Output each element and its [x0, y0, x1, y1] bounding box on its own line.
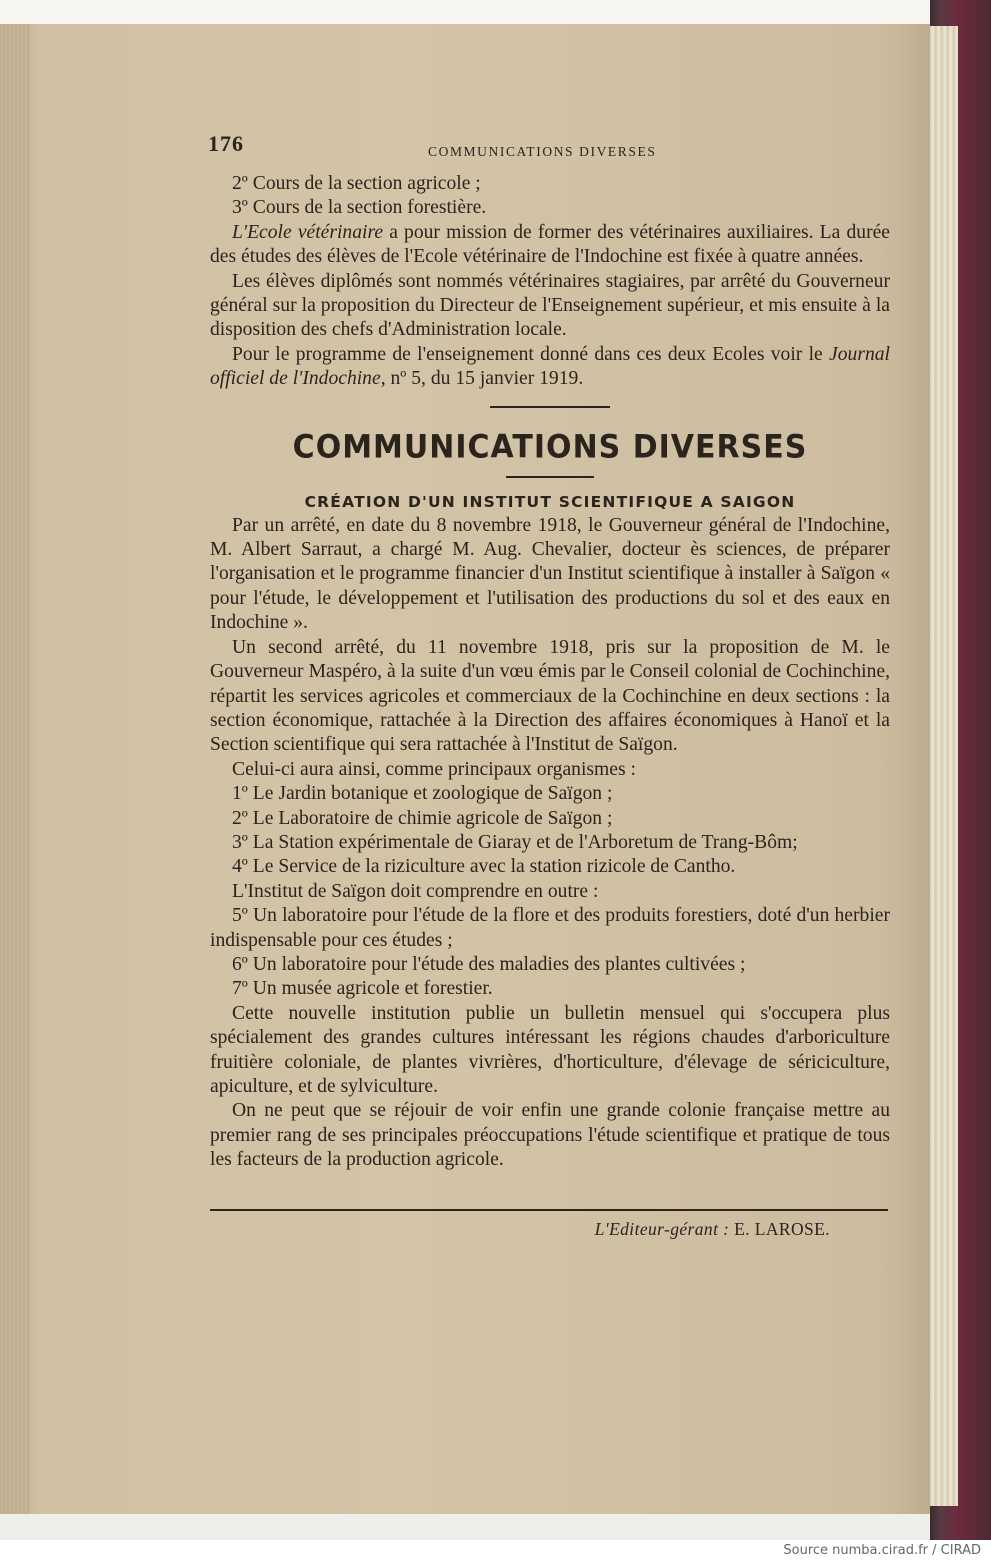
- editor-name: E. LAROSE.: [734, 1218, 830, 1239]
- decree-paragraph: Par un arrêté, en date du 8 novembre 1918, le Gouverneur général de l'Indochine, M. Albert Sarraut, a chargé M. Aug. Chevalier, docteur ès sciences, de préparer l'organisation et le programme financier d'un Institut scientifique à installer à Saïgon « pour l'étude, le développement et l'utilisation des productions du sol et des eaux en Indochine ».: [210, 514, 890, 634]
- program-text-start: Pour le programme de l'enseignement donné dans ces deux Ecoles voir le: [232, 343, 830, 365]
- scan-margin-bottom: [0, 1514, 930, 1540]
- graduates-paragraph: Les élèves diplômés sont nommés vétérinaires stagiaires, par arrêté du Gouverneur général sur la proposition du Directeur de l'Enseignement supérieur, et mis ensuite à la disposition des chefs d'Administration locale.: [210, 270, 890, 341]
- subsection-title: CRÉATION D'UN INSTITUT SCIENTIFIQUE A SAIGON: [304, 492, 796, 511]
- list-item: 1º Le Jardin botanique et zoologique de Saïgon ;: [232, 783, 613, 805]
- running-title: COMMUNICATIONS DIVERSES: [428, 144, 657, 159]
- book-cover-edge: [930, 0, 991, 1540]
- source-credit: Source numba.cirad.fr / CIRAD: [783, 1543, 981, 1558]
- bulletin-paragraph: Cette nouvelle institution publie un bulletin mensuel qui s'occupera plus spécialement des grandes cultures intéressant les régions chaudes d'arboriculture fruitière coloniale, de plantes vivrières, d'horticulture, d'élevage de sériciculture, apiculture, et de sylviculture.: [210, 1002, 890, 1097]
- list-item: 3º La Station expérimentale de Giaray et de l'Arboretum de Trang-Bôm;: [232, 831, 798, 853]
- title-underline: [506, 476, 594, 478]
- veterinary-school-paragraph: [210, 221, 890, 270]
- scan-margin-top: [0, 0, 991, 26]
- list-item: 6º Un laboratoire pour l'étude des maladies des plantes cultivées ;: [232, 953, 746, 975]
- veterinary-school-lead: L'Ecole vétérinaire: [232, 221, 384, 243]
- editor-line: [210, 1217, 890, 1241]
- program-paragraph: [210, 343, 890, 392]
- course-item-2: 2º Cours de la section agricole ;: [232, 173, 481, 194]
- veterinary-school-text: a pour mission de former des vétérinaires auxiliaires. La durée des études des élèves de l'Ecole vétérinaire de l'Indochine est fixée à quatre années.: [210, 221, 890, 268]
- page-stack-edge: [0, 24, 30, 1514]
- page-text: [210, 128, 890, 1241]
- second-decree-paragraph: Un second arrêté, du 11 novembre 1918, pris sur la proposition de M. le Gouverneur Maspéro, à la suite d'un vœu émis par le Conseil colonial de Cochinchine, répartit les services agricoles et commerciaux de la Cochinchine en deux sections : la section économique, rattachée à la Direction des affaires économiques à Hanoï et la Section scientifique qui sera rattachée à l'Institut de Saïgon.: [210, 636, 890, 756]
- list-item: 5º Un laboratoire pour l'étude de la flore et des produits forestiers, doté d'un herbier indispensable pour ces études ;: [210, 905, 890, 951]
- section-separator: [490, 406, 610, 408]
- institute-includes-intro: L'Institut de Saïgon doit comprendre en outre :: [232, 880, 599, 902]
- list-item: 7º Un musée agricole et forestier.: [232, 978, 493, 1000]
- section-title: COMMUNICATIONS DIVERSES: [292, 428, 808, 467]
- editor-label: L'Editeur-gérant :: [594, 1218, 730, 1239]
- page-edges-strip: [930, 26, 958, 1506]
- running-head: [210, 128, 890, 172]
- program-text-end: , nº 5, du 15 janvier 1919.: [380, 368, 584, 390]
- footer-rule: [210, 1209, 888, 1211]
- list-item: 2º Le Laboratoire de chimie agricole de Saïgon ;: [232, 807, 613, 829]
- organisms-intro: Celui-ci aura ainsi, comme principaux organismes :: [232, 758, 636, 780]
- list-item: 4º Le Service de la riziculture avec la station rizicole de Cantho.: [232, 856, 736, 878]
- page-number: 176: [208, 131, 244, 156]
- journal-title: Journal officiel de l'Indochine: [210, 343, 890, 390]
- course-item-3: 3º Cours de la section forestière.: [232, 197, 487, 219]
- closing-paragraph: On ne peut que se réjouir de voir enfin une grande colonie française mettre au premier rang de ses principales préoccupations l'étude scientifique et pratique de tous les facteurs de la production agricole.: [210, 1100, 890, 1171]
